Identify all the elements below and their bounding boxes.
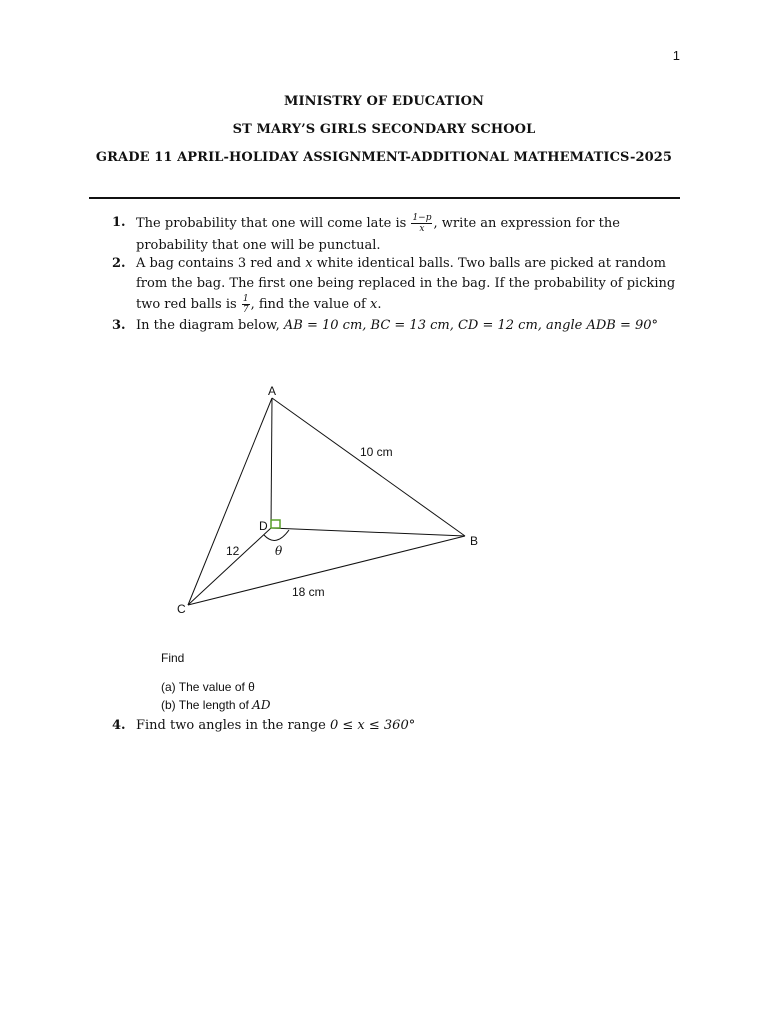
question-text: Find two angles in the range [136, 718, 330, 733]
right-angle-marker [271, 520, 280, 528]
math-var: x [369, 297, 378, 312]
question-text-before: The probability that one will come late is [136, 216, 411, 231]
label-b: B [470, 534, 479, 548]
header-school: ST MARY’S GIRLS SECONDARY SCHOOL [232, 122, 536, 137]
find-part-b [161, 698, 270, 712]
header-ministry: MINISTRY OF EDUCATION [283, 94, 485, 109]
fraction-denominator: 7 [242, 305, 249, 315]
line-db [271, 528, 465, 536]
find-part-a: (a) The value of θ [161, 680, 255, 694]
question-text-end: , find the value of [250, 297, 370, 312]
label-theta: θ [275, 544, 283, 558]
label-cb-length: 18 cm [292, 585, 325, 599]
header-assignment: GRADE 11 APRIL-HOLIDAY ASSIGNMENT-ADDITIONAL MATHEMATICS-2025 [95, 150, 673, 165]
question-number: 4. [112, 718, 126, 733]
question-text: In the diagram below, [136, 318, 284, 333]
label-a: A [268, 384, 277, 398]
math-var: AD [252, 698, 271, 712]
question-text-start: A bag contains 3 red and [136, 256, 306, 271]
question-number: 2. [112, 256, 126, 271]
question-text-middle: white identical balls. Two balls are picked at random from the bag. The first one being replaced in the bag. If the probability of picking two red balls is [136, 256, 676, 312]
question-text-after: , write an expression for the probability that one will be punctual. [136, 216, 620, 253]
label-c: C [177, 602, 186, 616]
label-d: D [259, 519, 268, 533]
question-text [136, 716, 692, 736]
question-text-dot: . [377, 297, 382, 312]
find-heading: Find [161, 651, 185, 665]
line-ab [272, 398, 465, 536]
question-number: 1. [112, 215, 126, 230]
question-number: 3. [112, 318, 126, 333]
line-dc [188, 528, 271, 605]
label-cd-length: 12 [226, 544, 240, 558]
line-ac [188, 398, 272, 605]
find-part-b-text: (b) The length of [161, 698, 253, 712]
fraction-numerator: 1 [242, 294, 249, 304]
fraction-numerator: 1−p [412, 213, 432, 223]
math-var: x [305, 256, 313, 271]
math-expression: AB = 10 cm, BC = 13 cm, CD = 12 cm, angle ADB = 90° [283, 318, 659, 333]
math-expression: 0 ≤ x ≤ 360° [329, 718, 416, 733]
fraction-denominator: x [419, 224, 425, 234]
label-ab-length: 10 cm [360, 445, 393, 459]
line-ad [271, 398, 272, 528]
page-number: 1 [672, 48, 680, 63]
